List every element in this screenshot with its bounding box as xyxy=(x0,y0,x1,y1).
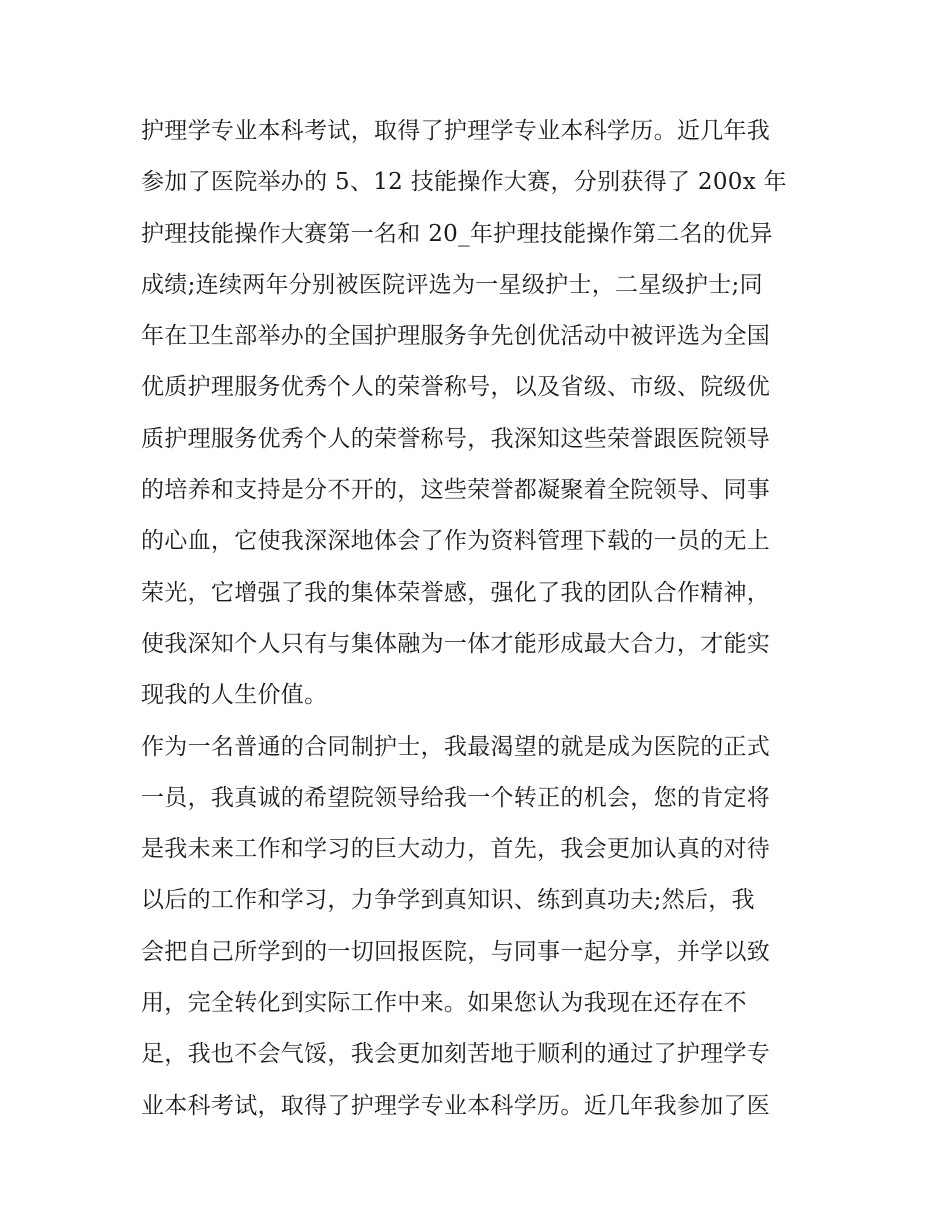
text-line: 护理学专业本科考试，取得了护理学专业本科学历。近几年我 xyxy=(141,118,771,144)
text-line: 荣光，它增强了我的集体荣誉感，强化了我的团队合作精神， xyxy=(141,579,771,606)
text-line: 的培养和支持是分不开的，这些荣誉都凝聚着全院领导、同事 xyxy=(141,477,771,504)
text-line: 质护理服务优秀个人的荣誉称号，我深知这些荣誉跟医院领导 xyxy=(141,425,771,452)
text-line: 作为一名普通的合同制护士，我最渴望的就是成为医院的正式 xyxy=(141,733,771,760)
text-line: 使我深知个人只有与集体融为一体才能形成最大合力，才能实 xyxy=(141,630,771,657)
text-line: 现我的人生价值。 xyxy=(141,682,328,709)
text-line: 会把自己所学到的一切回报医院，与同事一起分享，并学以致 xyxy=(141,938,771,965)
text-line: 护理技能操作大赛第一名和 20_年护理技能操作第二名的优异 xyxy=(141,220,773,247)
text-line: 用，完全转化到实际工作中来。如果您认为我现在还存在不 xyxy=(141,990,747,1017)
text-line: 的心血，它使我深深地体会了作为资料管理下载的一员的无上 xyxy=(141,528,771,555)
text-line: 年在卫生部举办的全国护理服务争先创优活动中被评选为全国 xyxy=(141,323,771,350)
text-line: 业本科考试，取得了护理学专业本科学历。近几年我参加了医 xyxy=(141,1092,771,1119)
text-line: 足，我也不会气馁，我会更加刻苦地于顺利的通过了护理学专 xyxy=(141,1041,771,1068)
text-line: 是我未来工作和学习的巨大动力，首先，我会更加认真的对待 xyxy=(141,836,771,863)
body-text xyxy=(141,106,821,1132)
text-line: 以后的工作和学习，力争学到真知识、练到真功夫;然后，我 xyxy=(141,887,755,914)
text-line: 优质护理服务优秀个人的荣誉称号，以及省级、市级、院级优 xyxy=(141,374,771,401)
text-line: 一员，我真诚的希望院领导给我一个转正的机会，您的肯定将 xyxy=(141,784,771,811)
text-line: 参加了医院举办的 5、12 技能操作大赛，分别获得了 200x 年 xyxy=(141,169,787,196)
text-line: 成绩;连续两年分别被医院评选为一星级护士，二星级护士;同 xyxy=(141,271,763,298)
